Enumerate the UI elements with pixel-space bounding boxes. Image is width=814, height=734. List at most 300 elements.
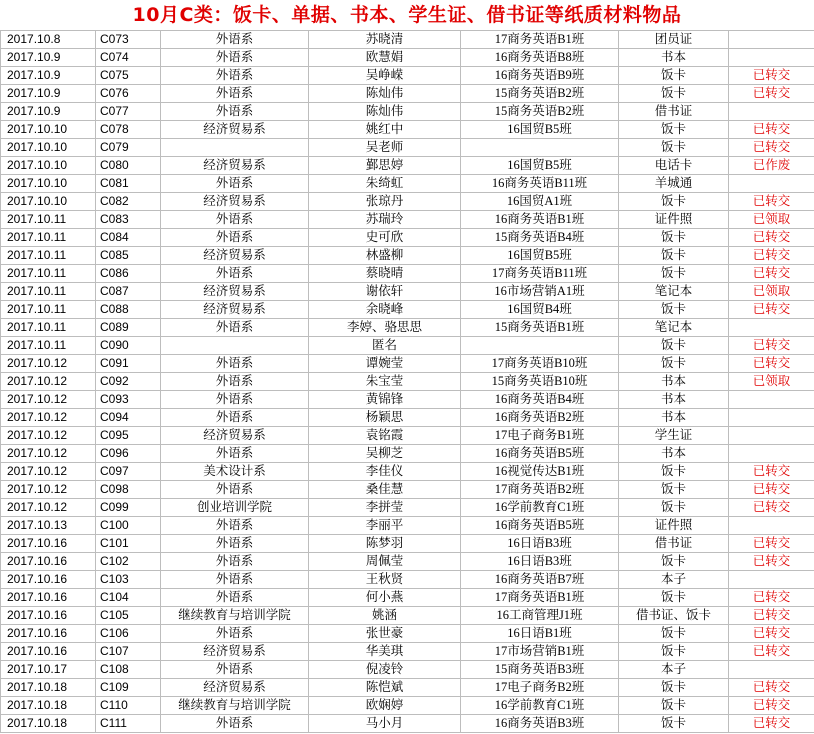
cell-class[interactable]: 16国贸B5班 bbox=[461, 247, 619, 265]
cell-date[interactable]: 2017.10.12 bbox=[1, 409, 96, 427]
cell-code[interactable]: C104 bbox=[96, 589, 161, 607]
cell-department[interactable]: 外语系 bbox=[161, 553, 309, 571]
cell-item[interactable]: 饭卡 bbox=[619, 499, 729, 517]
cell-code[interactable]: C087 bbox=[96, 283, 161, 301]
cell-status[interactable]: 已转交 bbox=[729, 481, 814, 499]
cell-status[interactable] bbox=[729, 49, 814, 67]
cell-item[interactable]: 本子 bbox=[619, 571, 729, 589]
cell-name[interactable]: 李佳仪 bbox=[309, 463, 461, 481]
cell-department[interactable]: 外语系 bbox=[161, 391, 309, 409]
cell-class[interactable]: 16商务英语B5班 bbox=[461, 445, 619, 463]
table-row bbox=[1, 481, 814, 499]
cell-status[interactable] bbox=[729, 571, 814, 589]
cell-date[interactable]: 2017.10.18 bbox=[1, 679, 96, 697]
cell-item[interactable]: 羊城通 bbox=[619, 175, 729, 193]
cell-code[interactable]: C095 bbox=[96, 427, 161, 445]
cell-status[interactable]: 已领取 bbox=[729, 283, 814, 301]
cell-item[interactable]: 书本 bbox=[619, 409, 729, 427]
cell-code[interactable]: C094 bbox=[96, 409, 161, 427]
cell-date[interactable]: 2017.10.11 bbox=[1, 265, 96, 283]
cell-code[interactable]: C078 bbox=[96, 121, 161, 139]
cell-date[interactable]: 2017.10.10 bbox=[1, 175, 96, 193]
cell-item[interactable]: 饭卡 bbox=[619, 589, 729, 607]
cell-name[interactable]: 陈灿伟 bbox=[309, 103, 461, 121]
cell-item[interactable]: 饭卡 bbox=[619, 643, 729, 661]
cell-name[interactable]: 姚涵 bbox=[309, 607, 461, 625]
table-row bbox=[1, 229, 814, 247]
cell-status[interactable]: 已转交 bbox=[729, 607, 814, 625]
cell-name[interactable]: 张琼丹 bbox=[309, 193, 461, 211]
cell-code[interactable]: C097 bbox=[96, 463, 161, 481]
cell-department[interactable]: 经济贸易系 bbox=[161, 427, 309, 445]
cell-class[interactable]: 17商务英语B11班 bbox=[461, 265, 619, 283]
cell-name[interactable]: 鄞思婷 bbox=[309, 157, 461, 175]
cell-class[interactable]: 16市场营销A1班 bbox=[461, 283, 619, 301]
cell-name[interactable]: 蔡晓晴 bbox=[309, 265, 461, 283]
cell-name[interactable]: 王秋贤 bbox=[309, 571, 461, 589]
cell-department[interactable]: 经济贸易系 bbox=[161, 283, 309, 301]
cell-item[interactable]: 学生证 bbox=[619, 427, 729, 445]
cell-item[interactable]: 饭卡 bbox=[619, 337, 729, 355]
cell-item[interactable]: 饭卡 bbox=[619, 85, 729, 103]
cell-item[interactable]: 饭卡 bbox=[619, 67, 729, 85]
cell-department[interactable]: 外语系 bbox=[161, 445, 309, 463]
cell-name[interactable]: 姚红中 bbox=[309, 121, 461, 139]
cell-date[interactable]: 2017.10.12 bbox=[1, 373, 96, 391]
cell-date[interactable]: 2017.10.12 bbox=[1, 427, 96, 445]
cell-date[interactable]: 2017.10.12 bbox=[1, 499, 96, 517]
cell-item[interactable]: 饭卡 bbox=[619, 463, 729, 481]
cell-item[interactable]: 证件照 bbox=[619, 211, 729, 229]
cell-item[interactable]: 饭卡 bbox=[619, 625, 729, 643]
cell-name[interactable]: 杨颖思 bbox=[309, 409, 461, 427]
cell-date[interactable]: 2017.10.9 bbox=[1, 49, 96, 67]
cell-name[interactable]: 黄锦锋 bbox=[309, 391, 461, 409]
cell-class[interactable]: 17商务英语B1班 bbox=[461, 589, 619, 607]
cell-department[interactable]: 外语系 bbox=[161, 319, 309, 337]
cell-code[interactable]: C083 bbox=[96, 211, 161, 229]
cell-date[interactable]: 2017.10.16 bbox=[1, 535, 96, 553]
cell-department[interactable]: 外语系 bbox=[161, 535, 309, 553]
cell-item[interactable]: 本子 bbox=[619, 661, 729, 679]
cell-department[interactable]: 外语系 bbox=[161, 85, 309, 103]
table-row bbox=[1, 283, 814, 301]
cell-code[interactable]: C111 bbox=[96, 715, 161, 733]
cell-code[interactable]: C100 bbox=[96, 517, 161, 535]
cell-status[interactable]: 已转交 bbox=[729, 247, 814, 265]
cell-name[interactable]: 袁铭霞 bbox=[309, 427, 461, 445]
cell-class[interactable]: 15商务英语B1班 bbox=[461, 319, 619, 337]
cell-code[interactable]: C080 bbox=[96, 157, 161, 175]
table-row bbox=[1, 67, 814, 85]
cell-status[interactable] bbox=[729, 175, 814, 193]
table-row bbox=[1, 355, 814, 373]
cell-date[interactable]: 2017.10.16 bbox=[1, 607, 96, 625]
cell-date[interactable]: 2017.10.13 bbox=[1, 517, 96, 535]
cell-department[interactable]: 外语系 bbox=[161, 31, 309, 49]
cell-department[interactable]: 外语系 bbox=[161, 229, 309, 247]
cell-status[interactable]: 已转交 bbox=[729, 355, 814, 373]
cell-status[interactable]: 已转交 bbox=[729, 499, 814, 517]
cell-item[interactable]: 书本 bbox=[619, 445, 729, 463]
table-row bbox=[1, 427, 814, 445]
cell-code[interactable]: C090 bbox=[96, 337, 161, 355]
cell-code[interactable]: C075 bbox=[96, 67, 161, 85]
cell-item[interactable]: 饭卡 bbox=[619, 193, 729, 211]
cell-status[interactable]: 已转交 bbox=[729, 535, 814, 553]
cell-status[interactable]: 已转交 bbox=[729, 337, 814, 355]
table-row bbox=[1, 247, 814, 265]
cell-department[interactable]: 外语系 bbox=[161, 265, 309, 283]
cell-item[interactable]: 书本 bbox=[619, 373, 729, 391]
cell-code[interactable]: C106 bbox=[96, 625, 161, 643]
cell-item[interactable]: 饭卡 bbox=[619, 481, 729, 499]
table-row bbox=[1, 391, 814, 409]
cell-class[interactable]: 15商务英语B2班 bbox=[461, 103, 619, 121]
cell-item[interactable]: 饭卡 bbox=[619, 697, 729, 715]
cell-department[interactable]: 外语系 bbox=[161, 355, 309, 373]
cell-code[interactable]: C110 bbox=[96, 697, 161, 715]
cell-status[interactable] bbox=[729, 427, 814, 445]
cell-item[interactable]: 笔记本 bbox=[619, 283, 729, 301]
cell-item[interactable]: 饭卡 bbox=[619, 715, 729, 733]
cell-class[interactable]: 16国贸B5班 bbox=[461, 157, 619, 175]
cell-department[interactable]: 外语系 bbox=[161, 625, 309, 643]
cell-item[interactable]: 借书证、饭卡 bbox=[619, 607, 729, 625]
cell-class[interactable]: 16学前教育C1班 bbox=[461, 499, 619, 517]
cell-department[interactable]: 创业培训学院 bbox=[161, 499, 309, 517]
cell-name[interactable]: 桑佳慧 bbox=[309, 481, 461, 499]
cell-status[interactable]: 已转交 bbox=[729, 67, 814, 85]
cell-code[interactable]: C105 bbox=[96, 607, 161, 625]
cell-department[interactable]: 继续教育与培训学院 bbox=[161, 697, 309, 715]
table-row bbox=[1, 193, 814, 211]
cell-name[interactable]: 谭婉莹 bbox=[309, 355, 461, 373]
cell-code[interactable]: C089 bbox=[96, 319, 161, 337]
cell-department[interactable]: 经济贸易系 bbox=[161, 157, 309, 175]
cell-status[interactable]: 已转交 bbox=[729, 85, 814, 103]
table-row bbox=[1, 157, 814, 175]
cell-name[interactable]: 张世豪 bbox=[309, 625, 461, 643]
cell-status[interactable]: 已转交 bbox=[729, 193, 814, 211]
cell-department[interactable]: 外语系 bbox=[161, 517, 309, 535]
cell-date[interactable]: 2017.10.8 bbox=[1, 31, 96, 49]
cell-date[interactable]: 2017.10.10 bbox=[1, 121, 96, 139]
cell-status[interactable]: 已转交 bbox=[729, 643, 814, 661]
cell-code[interactable]: C096 bbox=[96, 445, 161, 463]
table-row bbox=[1, 517, 814, 535]
cell-item[interactable]: 证件照 bbox=[619, 517, 729, 535]
cell-department[interactable]: 外语系 bbox=[161, 661, 309, 679]
cell-code[interactable]: C092 bbox=[96, 373, 161, 391]
cell-class[interactable]: 17商务英语B2班 bbox=[461, 481, 619, 499]
cell-item[interactable]: 饭卡 bbox=[619, 121, 729, 139]
cell-name[interactable]: 史可欣 bbox=[309, 229, 461, 247]
table-row bbox=[1, 337, 814, 355]
cell-class[interactable]: 16商务英语B5班 bbox=[461, 517, 619, 535]
cell-status[interactable] bbox=[729, 391, 814, 409]
cell-date[interactable]: 2017.10.12 bbox=[1, 355, 96, 373]
cell-class[interactable]: 16商务英语B11班 bbox=[461, 175, 619, 193]
cell-class[interactable]: 15商务英语B2班 bbox=[461, 85, 619, 103]
cell-name[interactable]: 吴老师 bbox=[309, 139, 461, 157]
cell-department[interactable]: 经济贸易系 bbox=[161, 301, 309, 319]
cell-department[interactable] bbox=[161, 337, 309, 355]
cell-item[interactable]: 借书证 bbox=[619, 535, 729, 553]
cell-code[interactable]: C084 bbox=[96, 229, 161, 247]
cell-class[interactable]: 16日语B3班 bbox=[461, 535, 619, 553]
cell-status[interactable]: 已转交 bbox=[729, 715, 814, 733]
cell-department[interactable]: 外语系 bbox=[161, 103, 309, 121]
cell-name[interactable]: 欧慧娟 bbox=[309, 49, 461, 67]
cell-item[interactable]: 饭卡 bbox=[619, 139, 729, 157]
cell-status[interactable]: 已转交 bbox=[729, 121, 814, 139]
lost-items-table bbox=[0, 31, 814, 733]
cell-name[interactable]: 李拼莹 bbox=[309, 499, 461, 517]
table-row bbox=[1, 121, 814, 139]
cell-class[interactable]: 16工商管理J1班 bbox=[461, 607, 619, 625]
cell-department[interactable]: 外语系 bbox=[161, 571, 309, 589]
cell-department[interactable]: 外语系 bbox=[161, 715, 309, 733]
cell-name[interactable]: 朱绮虹 bbox=[309, 175, 461, 193]
cell-status[interactable] bbox=[729, 409, 814, 427]
cell-name[interactable]: 李丽平 bbox=[309, 517, 461, 535]
cell-class[interactable]: 16商务英语B3班 bbox=[461, 715, 619, 733]
cell-status[interactable]: 已领取 bbox=[729, 211, 814, 229]
cell-department[interactable]: 经济贸易系 bbox=[161, 643, 309, 661]
cell-date[interactable]: 2017.10.11 bbox=[1, 337, 96, 355]
cell-class[interactable] bbox=[461, 337, 619, 355]
cell-date[interactable]: 2017.10.11 bbox=[1, 247, 96, 265]
cell-code[interactable]: C082 bbox=[96, 193, 161, 211]
cell-code[interactable]: C081 bbox=[96, 175, 161, 193]
cell-status[interactable] bbox=[729, 319, 814, 337]
cell-class[interactable]: 16商务英语B7班 bbox=[461, 571, 619, 589]
table-row bbox=[1, 589, 814, 607]
cell-class[interactable]: 16国贸B5班 bbox=[461, 121, 619, 139]
cell-code[interactable]: C085 bbox=[96, 247, 161, 265]
table-row bbox=[1, 103, 814, 121]
cell-status[interactable]: 已转交 bbox=[729, 463, 814, 481]
cell-code[interactable]: C101 bbox=[96, 535, 161, 553]
cell-status[interactable] bbox=[729, 661, 814, 679]
cell-date[interactable]: 2017.10.18 bbox=[1, 715, 96, 733]
cell-class[interactable] bbox=[461, 139, 619, 157]
cell-date[interactable]: 2017.10.10 bbox=[1, 193, 96, 211]
cell-class[interactable]: 16学前教育C1班 bbox=[461, 697, 619, 715]
cell-code[interactable]: C086 bbox=[96, 265, 161, 283]
cell-class[interactable]: 17电子商务B1班 bbox=[461, 427, 619, 445]
cell-class[interactable]: 15商务英语B4班 bbox=[461, 229, 619, 247]
cell-name[interactable]: 陈梦羽 bbox=[309, 535, 461, 553]
cell-name[interactable]: 陈恺斌 bbox=[309, 679, 461, 697]
cell-date[interactable]: 2017.10.16 bbox=[1, 643, 96, 661]
cell-item[interactable]: 饭卡 bbox=[619, 229, 729, 247]
cell-name[interactable]: 陈灿伟 bbox=[309, 85, 461, 103]
cell-department[interactable] bbox=[161, 139, 309, 157]
cell-item[interactable]: 饭卡 bbox=[619, 553, 729, 571]
cell-date[interactable]: 2017.10.16 bbox=[1, 571, 96, 589]
cell-class[interactable]: 16商务英语B9班 bbox=[461, 67, 619, 85]
cell-code[interactable]: C098 bbox=[96, 481, 161, 499]
cell-name[interactable]: 倪凌铃 bbox=[309, 661, 461, 679]
cell-department[interactable]: 外语系 bbox=[161, 175, 309, 193]
cell-class[interactable]: 15商务英语B3班 bbox=[461, 661, 619, 679]
cell-name[interactable]: 吴柳芝 bbox=[309, 445, 461, 463]
cell-status[interactable] bbox=[729, 31, 814, 49]
cell-status[interactable] bbox=[729, 103, 814, 121]
cell-class[interactable]: 17商务英语B1班 bbox=[461, 31, 619, 49]
table-row bbox=[1, 553, 814, 571]
cell-name[interactable]: 李婷、骆思思 bbox=[309, 319, 461, 337]
cell-status[interactable]: 已转交 bbox=[729, 229, 814, 247]
cell-department[interactable]: 继续教育与培训学院 bbox=[161, 607, 309, 625]
cell-status[interactable]: 已转交 bbox=[729, 301, 814, 319]
cell-code[interactable]: C108 bbox=[96, 661, 161, 679]
cell-status[interactable]: 已转交 bbox=[729, 139, 814, 157]
table-row bbox=[1, 715, 814, 733]
cell-item[interactable]: 饭卡 bbox=[619, 247, 729, 265]
cell-status[interactable]: 已转交 bbox=[729, 625, 814, 643]
cell-name[interactable]: 余晓峰 bbox=[309, 301, 461, 319]
table-row bbox=[1, 211, 814, 229]
table-row bbox=[1, 661, 814, 679]
cell-name[interactable]: 苏瑞玲 bbox=[309, 211, 461, 229]
cell-name[interactable]: 欧娴婷 bbox=[309, 697, 461, 715]
cell-item[interactable]: 饭卡 bbox=[619, 679, 729, 697]
cell-date[interactable]: 2017.10.11 bbox=[1, 319, 96, 337]
cell-department[interactable]: 外语系 bbox=[161, 67, 309, 85]
cell-code[interactable]: C099 bbox=[96, 499, 161, 517]
cell-code[interactable]: C093 bbox=[96, 391, 161, 409]
cell-code[interactable]: C073 bbox=[96, 31, 161, 49]
cell-date[interactable]: 2017.10.11 bbox=[1, 283, 96, 301]
cell-date[interactable]: 2017.10.18 bbox=[1, 697, 96, 715]
cell-status[interactable]: 已转交 bbox=[729, 589, 814, 607]
cell-department[interactable]: 经济贸易系 bbox=[161, 679, 309, 697]
cell-item[interactable]: 借书证 bbox=[619, 103, 729, 121]
cell-department[interactable]: 外语系 bbox=[161, 409, 309, 427]
table-row bbox=[1, 625, 814, 643]
cell-department[interactable]: 外语系 bbox=[161, 481, 309, 499]
cell-class[interactable]: 16商务英语B8班 bbox=[461, 49, 619, 67]
cell-class[interactable]: 16商务英语B4班 bbox=[461, 391, 619, 409]
cell-item[interactable]: 饭卡 bbox=[619, 301, 729, 319]
cell-department[interactable]: 经济贸易系 bbox=[161, 121, 309, 139]
cell-code[interactable]: C077 bbox=[96, 103, 161, 121]
cell-code[interactable]: C107 bbox=[96, 643, 161, 661]
cell-name[interactable]: 林盛柳 bbox=[309, 247, 461, 265]
table-row bbox=[1, 697, 814, 715]
cell-class[interactable]: 17电子商务B2班 bbox=[461, 679, 619, 697]
cell-status[interactable]: 已转交 bbox=[729, 553, 814, 571]
cell-date[interactable]: 2017.10.9 bbox=[1, 103, 96, 121]
cell-code[interactable]: C091 bbox=[96, 355, 161, 373]
cell-item[interactable]: 饭卡 bbox=[619, 355, 729, 373]
table-row bbox=[1, 139, 814, 157]
cell-name[interactable]: 周佩莹 bbox=[309, 553, 461, 571]
cell-date[interactable]: 2017.10.11 bbox=[1, 229, 96, 247]
cell-date[interactable]: 2017.10.9 bbox=[1, 85, 96, 103]
table-row bbox=[1, 571, 814, 589]
cell-status[interactable] bbox=[729, 517, 814, 535]
cell-date[interactable]: 2017.10.16 bbox=[1, 625, 96, 643]
cell-item[interactable]: 笔记本 bbox=[619, 319, 729, 337]
cell-status[interactable]: 已作废 bbox=[729, 157, 814, 175]
cell-name[interactable]: 吴峥嵘 bbox=[309, 67, 461, 85]
cell-date[interactable]: 2017.10.11 bbox=[1, 211, 96, 229]
cell-department[interactable]: 外语系 bbox=[161, 373, 309, 391]
cell-class[interactable]: 17市场营销B1班 bbox=[461, 643, 619, 661]
cell-department[interactable]: 外语系 bbox=[161, 589, 309, 607]
cell-name[interactable]: 何小燕 bbox=[309, 589, 461, 607]
cell-date[interactable]: 2017.10.10 bbox=[1, 139, 96, 157]
cell-code[interactable]: C102 bbox=[96, 553, 161, 571]
cell-status[interactable]: 已转交 bbox=[729, 265, 814, 283]
cell-date[interactable]: 2017.10.12 bbox=[1, 391, 96, 409]
cell-item[interactable]: 书本 bbox=[619, 49, 729, 67]
cell-code[interactable]: C109 bbox=[96, 679, 161, 697]
cell-item[interactable]: 书本 bbox=[619, 391, 729, 409]
cell-item[interactable]: 饭卡 bbox=[619, 265, 729, 283]
cell-department[interactable]: 美术设计系 bbox=[161, 463, 309, 481]
cell-code[interactable]: C088 bbox=[96, 301, 161, 319]
cell-name[interactable]: 谢依轩 bbox=[309, 283, 461, 301]
cell-department[interactable]: 外语系 bbox=[161, 49, 309, 67]
cell-class[interactable]: 15商务英语B10班 bbox=[461, 373, 619, 391]
cell-department[interactable]: 外语系 bbox=[161, 211, 309, 229]
cell-department[interactable]: 经济贸易系 bbox=[161, 247, 309, 265]
table-row bbox=[1, 175, 814, 193]
cell-item[interactable]: 电话卡 bbox=[619, 157, 729, 175]
cell-class[interactable]: 16商务英语B1班 bbox=[461, 211, 619, 229]
cell-class[interactable]: 16商务英语B2班 bbox=[461, 409, 619, 427]
cell-class[interactable]: 17商务英语B10班 bbox=[461, 355, 619, 373]
cell-name[interactable]: 马小月 bbox=[309, 715, 461, 733]
cell-class[interactable]: 16日语B3班 bbox=[461, 553, 619, 571]
cell-date[interactable]: 2017.10.17 bbox=[1, 661, 96, 679]
cell-date[interactable]: 2017.10.12 bbox=[1, 445, 96, 463]
cell-class[interactable]: 16视觉传达B1班 bbox=[461, 463, 619, 481]
cell-item[interactable]: 团员证 bbox=[619, 31, 729, 49]
cell-name[interactable]: 华美琪 bbox=[309, 643, 461, 661]
cell-name[interactable]: 苏晓清 bbox=[309, 31, 461, 49]
cell-date[interactable]: 2017.10.11 bbox=[1, 301, 96, 319]
cell-status[interactable]: 已转交 bbox=[729, 679, 814, 697]
cell-date[interactable]: 2017.10.16 bbox=[1, 553, 96, 571]
cell-status[interactable]: 已转交 bbox=[729, 697, 814, 715]
cell-class[interactable]: 16国贸A1班 bbox=[461, 193, 619, 211]
cell-date[interactable]: 2017.10.16 bbox=[1, 589, 96, 607]
cell-date[interactable]: 2017.10.10 bbox=[1, 157, 96, 175]
cell-code[interactable]: C103 bbox=[96, 571, 161, 589]
table-row bbox=[1, 445, 814, 463]
cell-date[interactable]: 2017.10.12 bbox=[1, 463, 96, 481]
cell-class[interactable]: 16日语B1班 bbox=[461, 625, 619, 643]
cell-code[interactable]: C079 bbox=[96, 139, 161, 157]
cell-date[interactable]: 2017.10.9 bbox=[1, 67, 96, 85]
cell-code[interactable]: C074 bbox=[96, 49, 161, 67]
cell-department[interactable]: 经济贸易系 bbox=[161, 193, 309, 211]
cell-class[interactable]: 16国贸B4班 bbox=[461, 301, 619, 319]
cell-code[interactable]: C076 bbox=[96, 85, 161, 103]
cell-status[interactable] bbox=[729, 445, 814, 463]
cell-name[interactable]: 朱宝莹 bbox=[309, 373, 461, 391]
cell-name[interactable]: 匿名 bbox=[309, 337, 461, 355]
table-row bbox=[1, 679, 814, 697]
cell-status[interactable]: 已领取 bbox=[729, 373, 814, 391]
cell-date[interactable]: 2017.10.12 bbox=[1, 481, 96, 499]
